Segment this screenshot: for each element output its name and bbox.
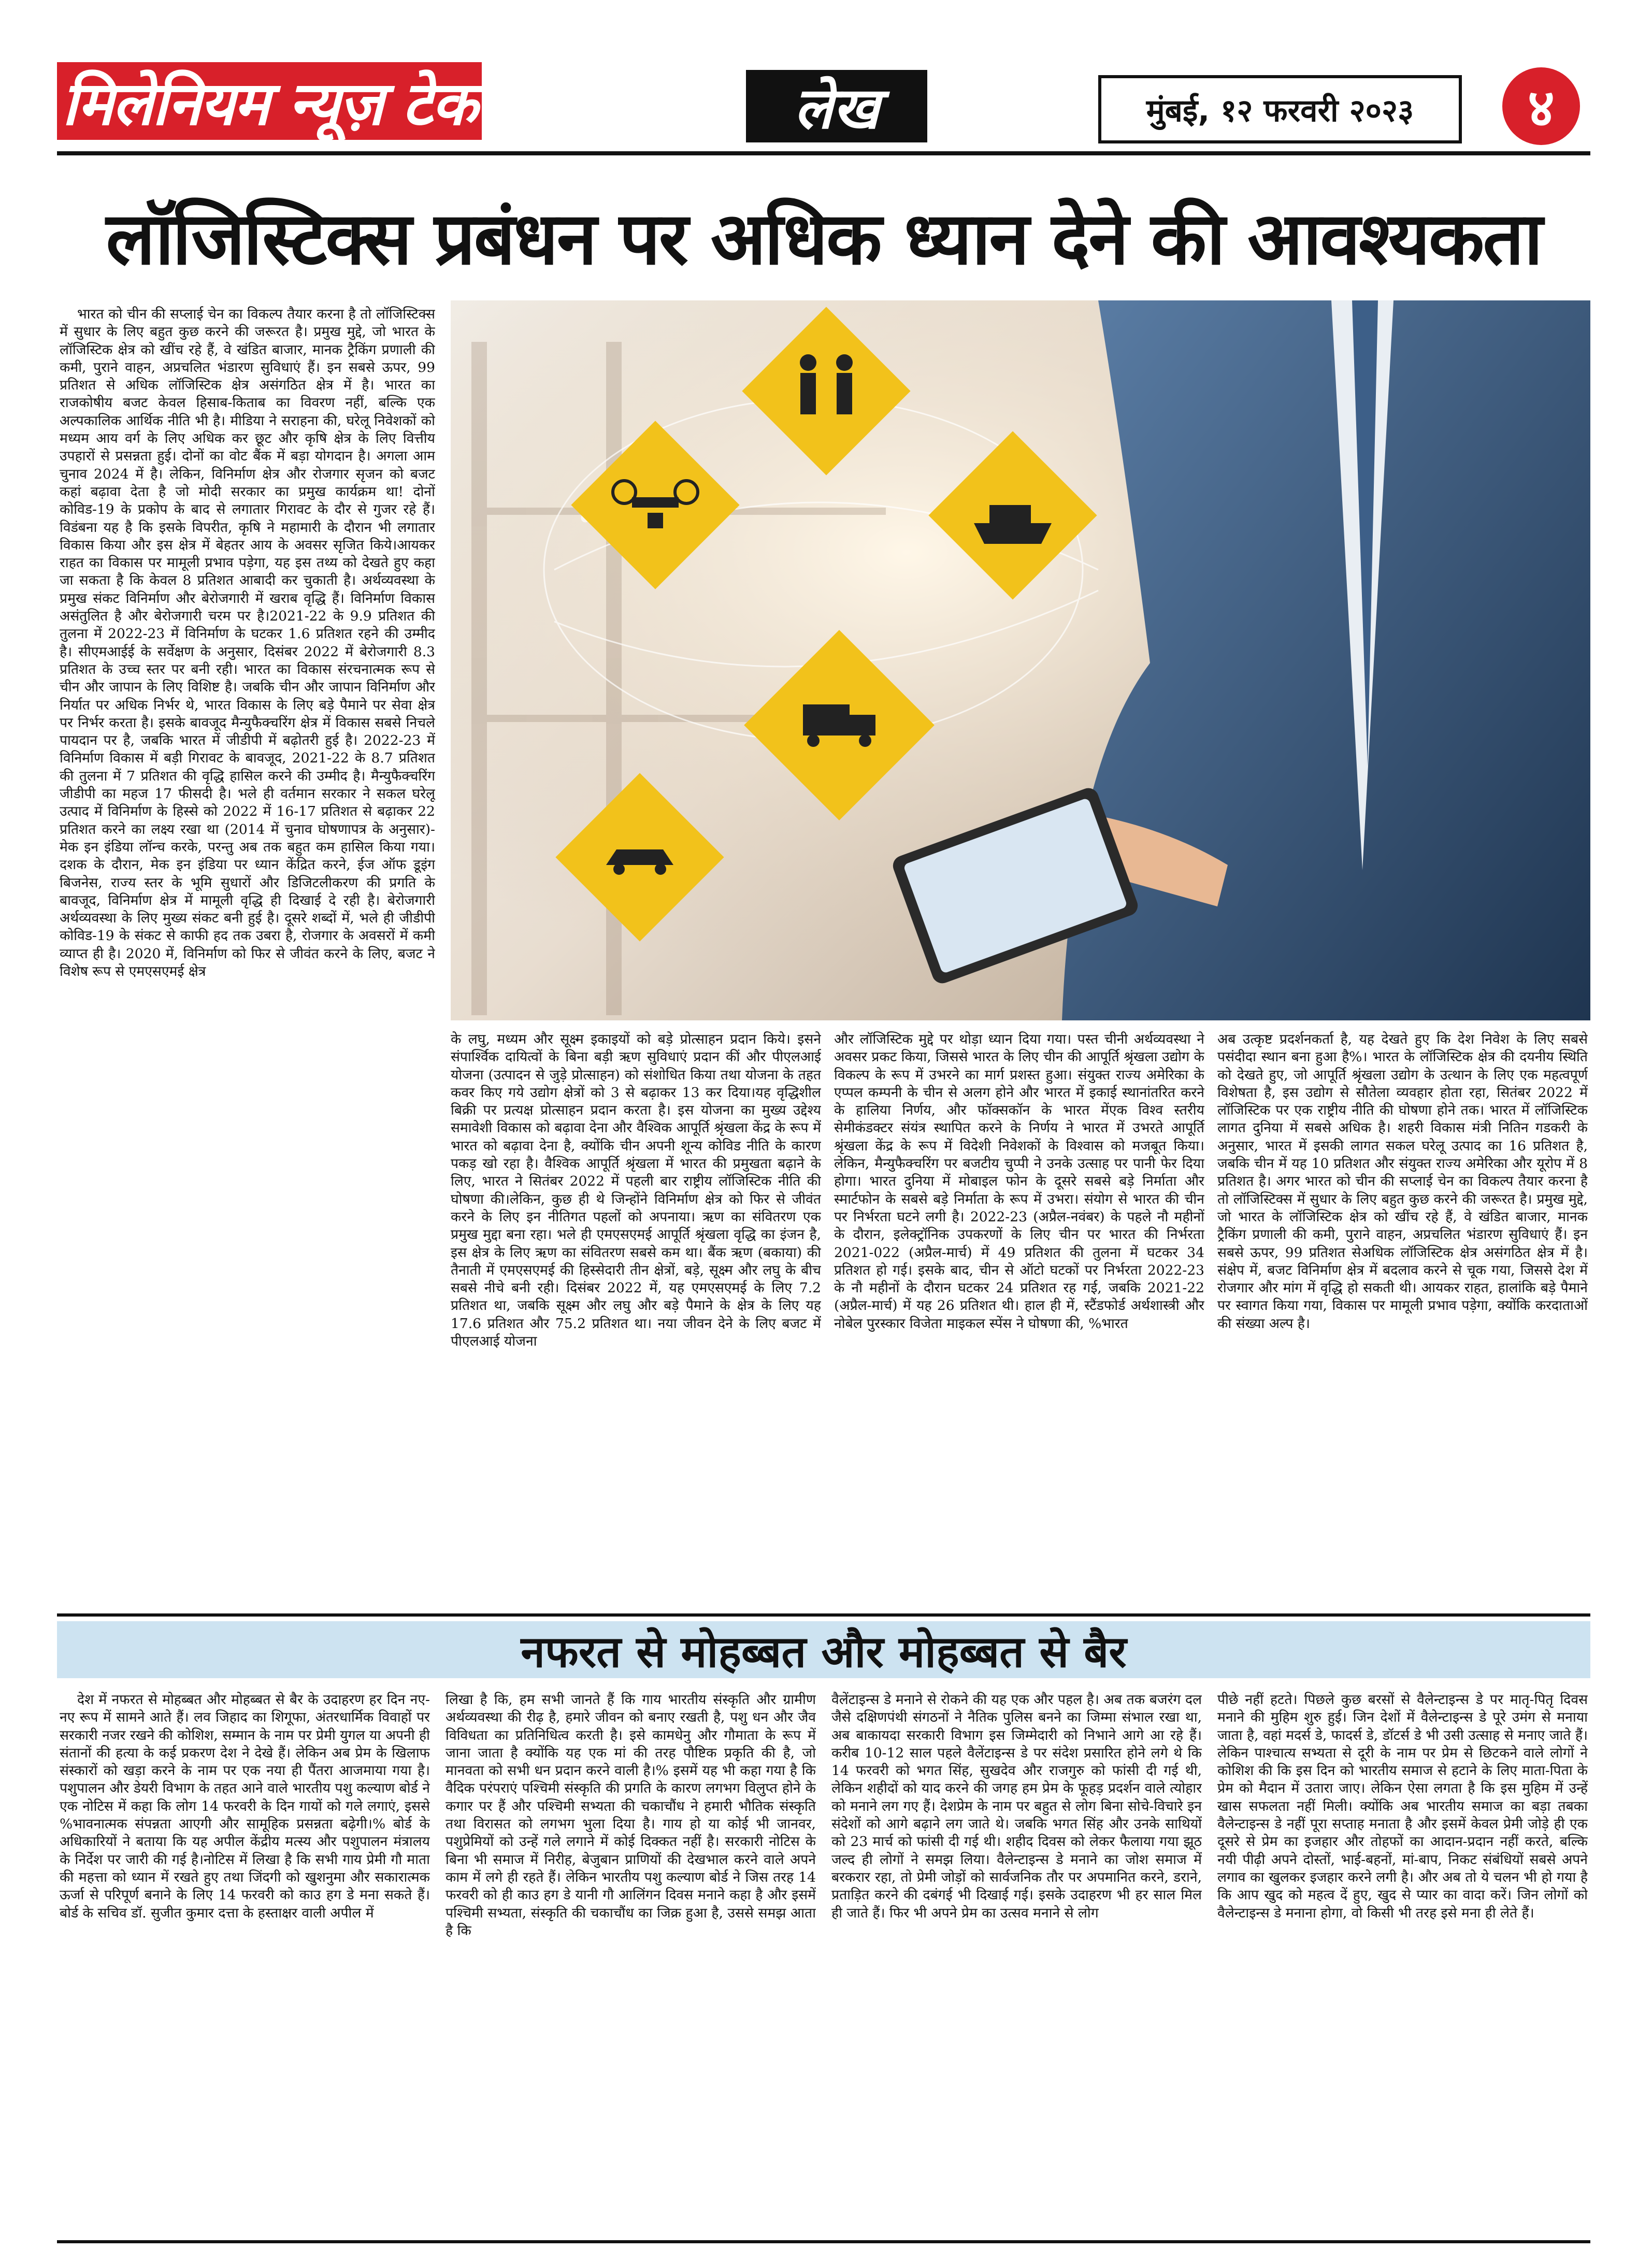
- article-headline: लॉजिस्टिक्स प्रबंधन पर अधिक ध्यान देने की आवश्यकता: [106, 197, 1542, 281]
- section-label: लेख: [746, 70, 927, 142]
- dateline: मुंबई, १२ फरवरी २०२३: [1098, 75, 1462, 143]
- photo-illustration: [451, 300, 1590, 1020]
- article-2-headline: नफरत से मोहब्बत और मोहब्बत से बैर: [521, 1626, 1127, 1677]
- article-column-2: [451, 1031, 821, 1603]
- article-text: वैलेंटाइन्स डे मनाने से रोकने की यह एक और पहल है। अब तक बजरंग दल जैसे दक्षिणपंथी संगठनों ने नैतिक पुलिस बनने का जिम्मा संभाल रखा था, अब बाकायदा सरकारी विभाग इस जिम्मेदारी को निभाने आगे आ रहे हैं। करीब 10-12 साल पहले वैलेंटाइन्स डे पर संदेश प्रसारित होने लगे थे कि 14 फरवरी को भगत सिंह, सुखदेव और राजगुरु को फांसी दी गई थी, लेकिन शहीदों को याद करने की जगह हम प्रेम के फूहड़ प्रदर्शन वाले त्योहार को मनाने लग गए हैं। देशप्रेम के नाम पर बहुत से लोग बिना सोचे-विचारे इन संदेशों को आगे बढ़ाने लग जाते थे। जबकि भगत सिंह और उनके साथियों को 23 मार्च को फांसी दी गई थी। शहीद दिवस को लेकर फैलाया गया झूठ जल्द ही लोगों ने समझ लिया। वैलेन्टाइन्स डे मनाने का जोश समाज में बरकरार रहा, तो प्रेमी जोड़ों को सार्वजनिक तौर पर अपमानित करने, डराने, प्रताड़ित करने की दबंगई भी दिखाई गई। इसके उदाहरण भी हर साल मिल ही जाते हैं। फिर भी अपने प्रेम का उत्सव मनाने से लोग: [831, 1692, 1202, 1921]
- article-text: के लघु, मध्यम और सूक्ष्म इकाइयों को बड़े प्रोत्साहन प्रदान किये। इसने संपार्श्विक दायित्वों के बिना बड़ी ऋण सुविधाएं प्रदान कीं और पीएलआई योजना (उत्पादन से जुड़े प्रोत्साहन) को संशोधित किया तथा योजना के तहत कवर किए गये उद्योग क्षेत्रों को 3 से बढ़ाकर 13 कर दिया।यह वृद्धिशील बिक्री पर प्रत्यक्ष प्रोत्साहन प्रदान करता है। इस योजना का मुख्य उद्देश्य समावेशी विकास को बढ़ावा देना और वैश्विक आपूर्ति श्रृंखला केंद्र के रूप में भारत को बढ़ावा देना है, क्योंकि चीन अपनी शून्य कोविड नीति के कारण पकड़ खो रहा है। वैश्विक आपूर्ति श्रृंखला में भारत की प्रमुखता बढ़ाने के लिए, भारत ने सितंबर 2022 में पहली बार राष्ट्रीय लॉजिस्टिक नीति की घोषणा की।लेकिन, कुछ ही थे जिन्होंने विनिर्माण क्षेत्र को फिर से जीवंत करने के लिए इन नीतिगत पहलों को अपनाया। ऋण का संवितरण एक प्रमुख मुद्दा बना रहा। भले ही एमएसएमई आपूर्ति श्रृंखला वृद्धि का इंजन है, इस क्षेत्र के लिए ऋण का संवितरण सबसे कम था। बैंक ऋण (बकाया) की तैनाती में एमएसएमई की हिस्सेदारी तीन क्षेत्रों, बड़े, सूक्ष्म और लघु के बीच सबसे नीचे बनी रही। दिसंबर 2022 में, यह एमएसएमई के लिए 7.2 प्रतिशत था, जबकि सूक्ष्म और लघु और बड़े पैमाने के क्षेत्र के लिए यह 17.6 प्रतिशत और 75.2 प्रतिशत था। नया जीवन देने के लिए बजट में पीएलआई योजना: [451, 1031, 821, 1350]
- article-text: लिखा है कि, हम सभी जानते हैं कि गाय भारतीय संस्कृति और ग्रामीण अर्थव्यवस्था की रीढ़ है, हमारे जीवन को बनाए रखती है, पशु धन और जैव विविधता का प्रतिनिधित्व करती है। इसे कामधेनु और गौमाता के रूप में जाना जाता है क्योंकि यह एक मां की तरह पौष्टिक प्रकृति की है, जो मानवता को सभी धन प्रदान करने वाली है।% इसमें यह भी कहा गया है कि वैदिक परंपराएं पश्चिमी संस्कृति की प्रगति के कारण लगभग विलुप्त होने के कगार पर हैं और पश्चिमी सभ्यता की चकाचौंध ने हमारी भौतिक संस्कृति तथा विरासत को लगभग भुला दिया है। गाय हो या कोई भी जानवर, पशुप्रेमियों को उन्हें गले लगाने में कोई दिक्कत नहीं है। सरकारी नोटिस के बिना भी समाज में निरीह, बेजुबान प्राणियों की देखभाल करने वाले अपने काम में लगे ही रहते हैं। लेकिन भारतीय पशु कल्याण बोर्ड ने जिस तरह 14 फरवरी को ही काउ हग डे यानी गौ आलिंगन दिवस मनाने कहा है और इसमें पश्चिमी सभ्यता, संस्कृति की चकाचौंध का जिक्र हुआ है, उससे समझ आता है कि: [446, 1692, 816, 1939]
- article-column-1: [60, 306, 435, 1600]
- masthead: [0, 0, 1652, 140]
- top-rule: [57, 151, 1590, 155]
- bottom-rule: [57, 2240, 1590, 2243]
- article-2-column-4: [1217, 1691, 1588, 2235]
- article-2-column-2: [446, 1691, 816, 2235]
- article-text: देश में नफरत से मोहब्बत और मोहब्बत से बैर के उदाहरण हर दिन नए-नए रूप में सामने आते हैं। लव जिहाद का शिगूफा, अंतरधार्मिक विवाहों पर सरकारी नजर रखने की कोशिश, सम्मान के नाम पर प्रेमी युगल या अपनी ही संतानों की हत्या के कई प्रकरण देश ने देखे हैं। लेकिन अब प्रेम के खिलाफ संस्कारों को खड़ा करने के नाम पर एक नया ही पैंतरा आजमाया गया है।पशुपालन और डेयरी विभाग के तहत आने वाले भारतीय पशु कल्याण बोर्ड ने एक नोटिस में कहा कि लोग 14 फरवरी के दिन गायों को गले लगाएं, इससे %भावनात्मक संपन्नता आएगी और सामूहिक प्रसन्नता बढ़ेगी।% बोर्ड के अधिकारियों ने बताया कि यह अपील केंद्रीय मत्स्य और पशुपालन मंत्रालय के निर्देश पर जारी की गई है।नोटिस में लिखा है कि सभी गाय प्रेमी गौ माता की महत्ता को ध्यान में रखते हुए तथा जिंदगी को खुशनुमा और सकारात्मक ऊर्जा से परिपूर्ण बनाने के लिए 14 फरवरी को काउ हग डे मना सकते हैं। बोर्ड के सचिव डॉ. सुजीत कुमार दत्ता के हस्ताक्षर वाली अपील में: [60, 1692, 430, 1921]
- logistics-photo: [451, 300, 1590, 1020]
- article-text: अब उत्कृष्ट प्रदर्शनकर्ता है, यह देखते हुए कि देश निवेश के लिए सबसे पसंदीदा स्थान बना हुआ है%। भारत के लॉजिस्टिक क्षेत्र की दयनीय स्थिति को देखते हुए, जो आपूर्ति श्रृंखला उद्योग के उत्थान के लिए एक महत्वपूर्ण विशेषता है, इस उद्योग से सौतेला व्यवहार होता रहा, सितंबर 2022 में लॉजिस्टिक पर एक राष्ट्रीय नीति की घोषणा होने तक। भारत में लॉजिस्टिक लागत दुनिया में सबसे अधिक है। शहरी विकास मंत्री नितिन गडकरी के अनुसार, भारत में इसकी लागत सकल घरेलू उत्पाद का 16 प्रतिशत है, जबकि चीन में यह 10 प्रतिशत और संयुक्त राज्य अमेरिका और यूरोप में 8 प्रतिशत है। अगर भारत को चीन की सप्लाई चेन का विकल्प तैयार करना है तो लॉजिस्टिक्स में सुधार के लिए बहुत कुछ करने की जरूरत है। प्रमुख मुद्दे, जो भारत के लॉजिस्टिक क्षेत्र को खींच रहे हैं, वे खंडित बाजार, मानक ट्रैकिंग प्रणाली की कमी, पुराने वाहन, अप्रचलित भंडारण सुविधाएं हैं। इन सबसे ऊपर, 99 प्रतिशत सेअधिक लॉजिस्टिक क्षेत्र असंगठित क्षेत्र में है।संक्षेप में, बजट विनिर्माण क्षेत्र में बदलाव करने से चूक गया, जिससे देश में रोजगार और मांग में वृद्धि हो सकती थी। आयकर राहत, हालांकि बड़े पैमाने पर स्वागत किया गया, विकास पर मामूली प्रभाव पड़ेगा, क्योंकि करदाताओं की संख्या अल्प है।: [1217, 1031, 1588, 1332]
- article-text: और लॉजिस्टिक मुद्दे पर थोड़ा ध्यान दिया गया। पस्त चीनी अर्थव्यवस्था ने अवसर प्रकट किया, जिससे भारत के लिए चीन की आपूर्ति श्रृंखला उद्योग के विकल्प के रूप में उभरने का मार्ग प्रशस्त हुआ। संयुक्त राज्य अमेरिका के एप्पल कम्पनी के चीन से अलग होने और भारत में इकाई स्थानांतरित करने के हालिया निर्णय, और फॉक्सकॉन के भारत मेंएक विश्व स्तरीय सेमीकंडक्टर संयंत्र स्थापित करने के निर्णय ने भारत में उभरते आपूर्ति श्रृंखला केंद्र के रूप में विदेशी निवेशकों के विश्वास को मजबूत किया।लेकिन, मैन्युफैक्चरिंग पर बजटीय चुप्पी ने उनके उत्साह पर पानी फेर दिया होगा। भारत दुनिया में मोबाइल फोन के दूसरे सबसे बड़े निर्माता और स्मार्टफोन के सबसे बड़े निर्माता के रूप में उभरा। संयोग से भारत की चीन पर निर्भरता घटने लगी है। 2022-23 (अप्रैल-नवंबर) के पहले नौ महीनों के दौरान, इलेक्ट्रॉनिक उपकरणों के लिए चीन पर भारत की निर्भरता 2021-022 (अप्रैल-मार्च) में 49 प्रतिशत की तुलना में घटकर 34 प्रतिशत हो गई। इसके बाद, चीन से ऑटो घटकों पर निर्भरता 2022-23 के नौ महीनों के दौरान घटकर 24 प्रतिशत रह गई, जबकि 2021-22 (अप्रैल-मार्च) में यह 26 प्रतिशत थी। हाल ही में, स्टैंडफोर्ड अर्थशास्त्री और नोबेल पुरस्कार विजेता माइकल स्पेंस ने घोषणा की, %भारत: [834, 1031, 1204, 1332]
- article-2-column-1: [60, 1691, 430, 2235]
- article-2-column-3: [831, 1691, 1202, 2235]
- newspaper-name: मिलेनियम न्यूज़ टेक: [57, 62, 482, 140]
- article-text: पीछे नहीं हटते। पिछले कुछ बरसों से वैलेन्टाइन्स डे पर मातृ-पितृ दिवस मनाने की मुहिम शुरु हुई। जिन देशों में वैलेन्टाइन्स डे पूरे उमंग से मनाया जाता है, वहां मदर्स डे, फादर्स डे, डॉटर्स डे भी उसी उत्साह से मनाए जाते हैं।लेकिन पाश्चात्य सभ्यता से दूरी के नाम पर प्रेम से छिटकने वाले लोगों ने कोशिश की कि इस दिन को भारतीय समाज से हटाने के लिए माता-पिता के प्रेम को मैदान में उतारा जाए। लेकिन ऐसा लगता है कि इस मुहिम में उन्हें खास सफलता नहीं मिली। क्योंकि अब भारतीय समाज का बड़ा तबका वैलेन्टाइन्स डे नहीं पूरा सप्ताह मनाता है और इसमें केवल प्रेमी जोड़े ही एक दूसरे से प्रेम का इजहार और तोहफों का आदान-प्रदान नहीं करते, बल्कि नयी पीढ़ी अपने दोस्तों, भाई-बहनों, मां-बाप, निकट संबंधियों सबसे अपने लगाव का खुलकर इजहार करने लगी है। और अब तो ये चलन भी हो गया है कि आप खुद को महत्व दें हुए, खुद से प्यार का वादा करें। जिन लोगों को वैलेन्टाइन्स डे मनाना होगा, वो किसी भी तरह इसे मना ही लेते हैं।: [1217, 1692, 1588, 1921]
- article-column-3: [834, 1031, 1204, 1603]
- article-column-4: [1217, 1031, 1588, 1603]
- article-text: भारत को चीन की सप्लाई चेन का विकल्प तैयार करना है तो लॉजिस्टिक्स में सुधार के लिए बहुत कुछ करने की जरूरत है। प्रमुख मुद्दे, जो भारत के लॉजिस्टिक क्षेत्र को खींच रहे हैं, वे खंडित बाजार, मानक ट्रैकिंग प्रणाली की कमी, पुराने वाहन, अप्रचलित भंडारण सुविधाएं हैं। इन सबसे ऊपर, 99 प्रतिशत से अधिक लॉजिस्टिक क्षेत्र असंगठित क्षेत्र में है। भारत का राजकोषीय बजट केवल हिसाब-किताब का विवरण नहीं, बल्कि एक अल्पकालिक आर्थिक नीति भी है। मीडिया ने सराहना की, घरेलू निवेशकों को मध्यम आय वर्ग के लिए अधिक कर छूट और कृषि क्षेत्र के लिए वित्तीय उपहारों से प्रसन्नता हुई। दोनों का वोट बैंक में बड़ा योगदान है। अगला आम चुनाव 2024 में है। लेकिन, विनिर्माण क्षेत्र और रोजगार सृजन को बजट कहां बढ़ावा देता है जो मोदी सरकार का प्रमुख कार्यक्रम था! दोनों कोविड-19 के प्रकोप के बाद से लगातार गिरावट के दौर से गुजर रहे हैं। विडंबना यह है कि इसके विपरीत, कृषि ने महामारी के दौरान भी लगातार विकास किया और इस क्षेत्र में बेहतर आय के अवसर सृजित किये।आयकर राहत का विकास पर मामूली प्रभाव पड़ेगा, यह इस तथ्य को देखते हुए कहा जा सकता है कि केवल 8 प्रतिशत आबादी कर चुकाती है। अर्थव्यवस्था के प्रमुख संकट विनिर्माण और बेरोजगारी में खराब वृद्धि हैं। विनिर्माण विकास असंतुलित है और बेरोजगारी चरम पर है।2021-22 के 9.9 प्रतिशत की तुलना में 2022-23 में विनिर्माण के घटकर 1.6 प्रतिशत रहने की उम्मीद है। सीएमआईई के सर्वेक्षण के अनुसार, दिसंबर 2022 में बेरोजगारी 8.3 प्रतिशत के उच्च स्तर पर बनी रही। भारत का विकास संरचनात्मक रूप से चीन और जापान के लिए विशिष्ट है। जबकि चीन और जापान विनिर्माण और निर्यात पर अधिक निर्भर थे, भारत विकास के लिए बड़े पैमाने पर सेवा क्षेत्र पर निर्भर करता है। इसके बावजूद मैन्युफैक्चरिंग क्षेत्र में विकास सबसे निचले पायदान पर है, जबकि भारत में जीडीपी में बढ़ोतरी हुई है। 2022-23 में विनिर्माण विकास में बड़ी गिरावट के बावजूद, 2021-22 के 8.7 प्रतिशत की तुलना में 7 प्रतिशत की वृद्धि हासिल करने की उम्मीद है। मैन्युफैक्चरिंग जीडीपी का महज 17 फीसदी है। भले ही वर्तमान सरकार ने सकल घरेलू उत्पाद में विनिर्माण के हिस्से को 2022 में 16-17 प्रतिशत से बढ़ाकर 22 प्रतिशत करने का लक्ष्य रखा था (2014 में चुनाव घोषणापत्र के अनुसार)- मेक इन इंडिया लॉन्च करके, परन्तु अब तक बहुत कम हासिल किया गया। दशक के दौरान, मेक इन इंडिया पर ध्यान केंद्रित करने, ईज ऑफ डूइंग बिजनेस, राज्य स्तर के भूमि सुधारों और डिजिटलीकरण की प्रगति के बावजूद, विनिर्माण क्षेत्र में मामूली वृद्धि ही दिखाई दे रही है। बेरोजगारी अर्थव्यवस्था के लिए मुख्य संकट बनी हुई है। दूसरे शब्दों में, भले ही जीडीपी कोविड-19 के संकट से काफी हद तक उबरा है, रोजगार के अवसरों में कमी व्याप्त ही है। 2020 में, विनिर्माण को फिर से जीवंत करने के लिए, बजट ने विशेष रूप से एमएसएमई क्षेत्र: [60, 306, 435, 979]
- section-rule: [57, 1613, 1590, 1617]
- page-number: ४: [1502, 67, 1580, 145]
